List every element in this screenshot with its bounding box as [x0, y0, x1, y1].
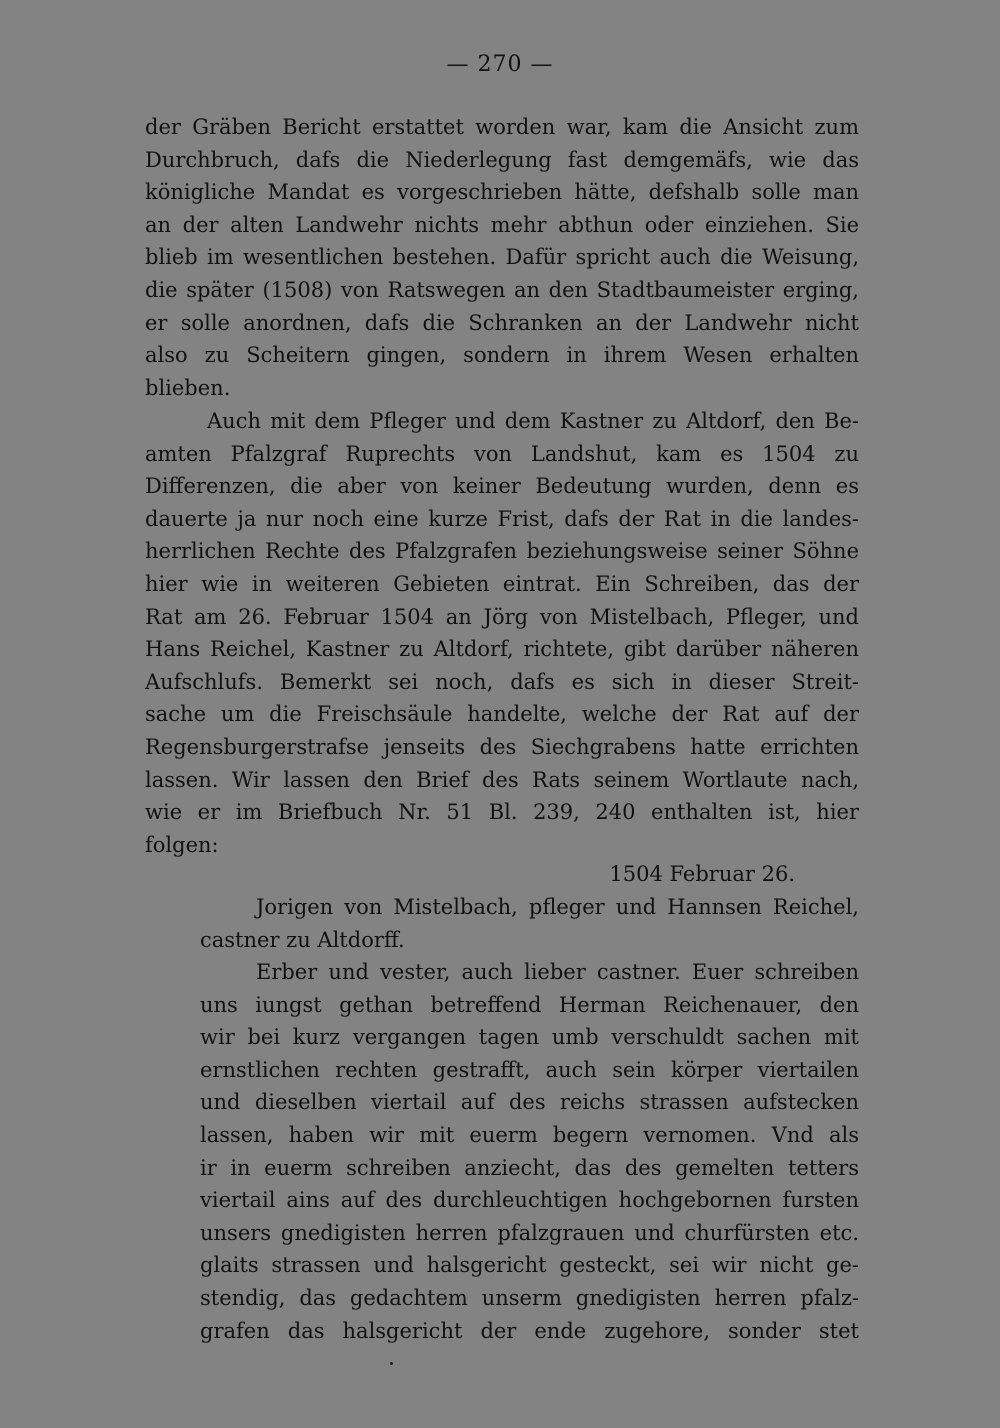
text-line: glaits strassen und halsgericht gesteckt, sei wir nicht ge- [200, 1253, 859, 1278]
scan-speck [390, 1362, 393, 1365]
text-line: herrlichen Rechte des Pfalzgrafen beziehungsweise seiner Söhne [145, 539, 859, 564]
text-line: an der alten Landwehr nichts mehr abthun oder einziehen. Sie [145, 212, 859, 237]
text-line: und dieselben viertail auf des reichs strassen aufstecken [200, 1090, 859, 1115]
text-line: amten Pfalzgraf Ruprechts von Landshut, kam es 1504 zu [145, 441, 859, 466]
letter-date: 1504 Februar 26. [609, 862, 795, 886]
text-line: uns iungst gethan betreffend Herman Reichenauer, den [200, 992, 859, 1017]
text-line: Durchbruch, dafs die Niederlegung fast demgemäfs, wie das [145, 147, 859, 172]
text-line: Rat am 26. Februar 1504 an Jörg von Mistelbach, Pfleger, und [145, 604, 859, 629]
text-line: folgen: [145, 832, 219, 857]
text-line: castner zu Altdorff. [200, 927, 405, 952]
text-line: Regensburgerstrafse jenseits des Siechgrabens hatte errichten [145, 734, 859, 759]
page-number: — 270 — [446, 52, 554, 77]
text-line: königliche Mandat es vorgeschrieben hätte, defshalb solle man [145, 180, 859, 205]
text-line: wie er im Briefbuch Nr. 51 Bl. 239, 240 enthalten ist, hier [145, 800, 859, 825]
text-line: der Gräben Bericht erstattet worden war, kam die Ansicht zum [145, 115, 859, 139]
text-line: lassen. Wir lassen den Brief des Rats seinem Wortlaute nach, [145, 767, 859, 792]
text-line: unsers gnedigisten herren pfalzgrauen und churfürsten etc. [200, 1220, 859, 1245]
text-line: Hans Reichel, Kastner zu Altdorf, richtete, gibt darüber näheren [145, 637, 859, 662]
text-line: blieben. [145, 375, 231, 400]
text-line: lassen, haben wir mit euerm begern vernomen. Vnd als [200, 1122, 859, 1147]
text-line: Jorigen von Mistelbach, pfleger und Hannsen Reichel, [256, 895, 859, 919]
text-line: dauerte ja nur noch eine kurze Frist, dafs der Rat in die landes- [145, 506, 859, 531]
text-line: er solle anordnen, dafs die Schranken an der Landwehr nicht [145, 310, 859, 335]
text-line: die später (1508) von Ratswegen an den Stadtbaumeister erging, [145, 277, 859, 302]
text-line: also zu Scheitern gingen, sondern in ihrem Wesen erhalten [145, 343, 859, 368]
text-line: ir in euerm schreiben anziecht, das des gemelten tetters [200, 1155, 859, 1180]
text-line: Erber und vester, auch lieber castner. Euer schreiben [256, 960, 859, 984]
text-line: Differenzen, die aber von keiner Bedeutung wurden, denn es [145, 474, 859, 499]
text-line: Auch mit dem Pfleger und dem Kastner zu Altdorf, den Be- [207, 409, 859, 433]
text-line: viertail ains auf des durchleuchtigen hochgebornen fursten [200, 1188, 859, 1213]
text-line: wir bei kurz vergangen tagen umb verschuldt sachen mit [200, 1025, 859, 1050]
text-line: hier wie in weiteren Gebieten eintrat. Ein Schreiben, das der [145, 571, 859, 596]
text-line: sache um die Freischsäule handelte, welche der Rat auf der [145, 702, 859, 727]
text-line: blieb im wesentlichen bestehen. Dafür spricht auch die Weisung, [145, 245, 859, 270]
paragraph-2 [145, 405, 859, 861]
text-line: grafen das halsgericht der ende zugehore, sonder stet [200, 1318, 859, 1343]
text-line: Aufschlufs. Bemerkt sei noch, dafs es sich in dieser Streit- [145, 669, 859, 694]
text-line: stendig, das gedachtem unserm gnedigisten herren pfalz- [200, 1285, 859, 1310]
letter-body [200, 956, 859, 1347]
letter-address [200, 891, 859, 956]
paragraph-1 [145, 111, 859, 404]
text-line: ernstlichen rechten gestrafft, auch sein körper viertailen [200, 1057, 859, 1082]
